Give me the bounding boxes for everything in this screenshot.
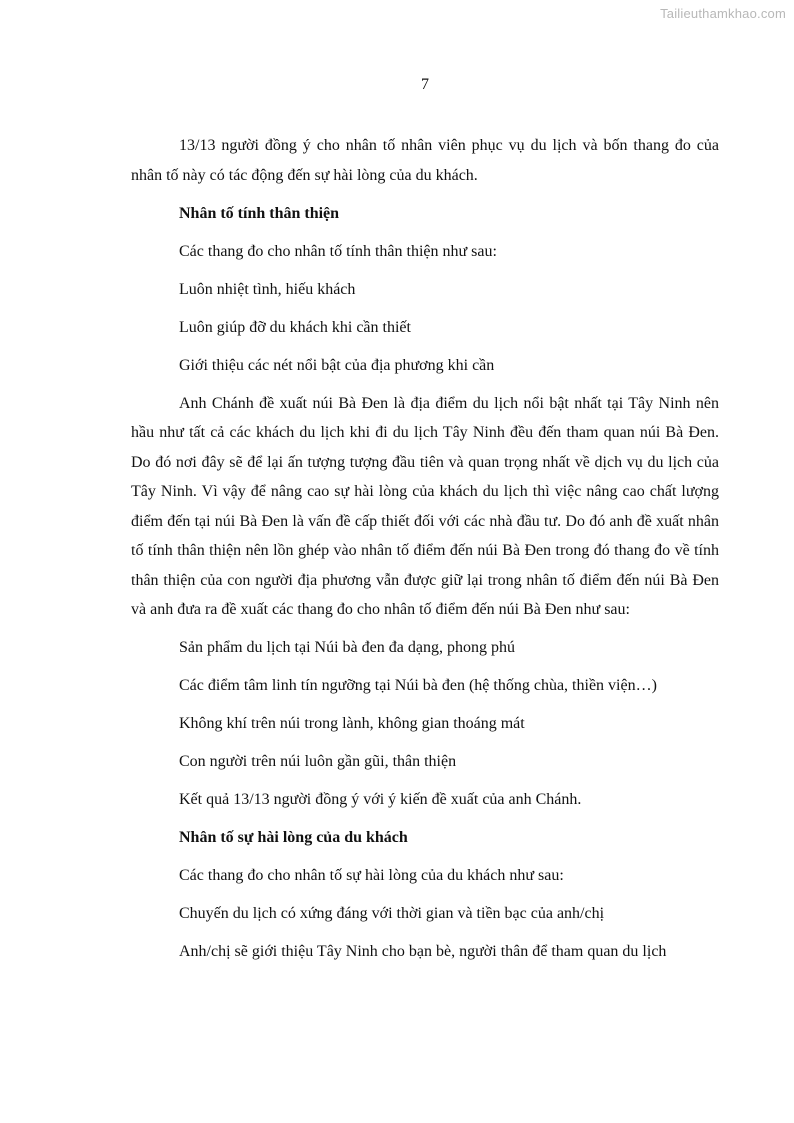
list-item: Các điểm tâm linh tín ngưỡng tại Núi bà đen (hệ thống chùa, thiền viện…) (179, 677, 657, 694)
list-item: Các thang đo cho nhân tố tính thân thiện như sau: (179, 242, 497, 260)
list-item: Chuyến du lịch có xứng đáng với thời gian và tiền bạc của anh/chị (179, 905, 605, 922)
heading-friendliness-factor: Nhân tố tính thân thiện (179, 204, 340, 222)
list-item: Không khí trên núi trong lành, không gian thoáng mát (179, 715, 525, 732)
list-item: Kết quả 13/13 người đồng ý với ý kiến đề xuất của anh Chánh. (179, 791, 582, 808)
list-item: Sản phẩm du lịch tại Núi bà đen đa dạng, phong phú (179, 639, 515, 656)
watermark-text: Tailieuthamkhao.com (660, 6, 786, 21)
list-item: Luôn giúp đỡ du khách khi cần thiết (179, 318, 411, 336)
paragraph-ba-den-proposal: Anh Chánh đề xuất núi Bà Đen là địa điểm du lịch nổi bật nhất tại Tây Ninh nên hầu như tất cả các khách du lịch khi đi du lịch Tây Ninh đều đến tham quan núi Bà Đen. Do đó nơi đây sẽ để lại ấn tượng tượng đầu tiên và quan trọng nhất về dịch vụ du lịch của Tây Ninh. Vì vậy để nâng cao sự hài lòng của khách du lịch thì việc nâng cao chất lượng điểm đến tại núi Bà Đen là vấn đề cấp thiết đối với các nhà đầu tư. Do đó anh đề xuất nhân tố tính thân thiện nên lồn ghép vào nhân tố điểm đến núi Bà Đen trong đó thang đo về tính thân thiện của con người địa phương vẫn được giữ lại trong nhân tố điểm đến núi Bà Đen và anh đưa ra đề xuất các thang đo cho nhân tố điểm đến núi Bà Đen như sau: (131, 394, 719, 618)
document-body (131, 131, 719, 967)
heading-satisfaction-factor: Nhân tố sự hài lòng của du khách (179, 829, 408, 846)
list-item: Luôn nhiệt tình, hiếu khách (179, 280, 356, 298)
paragraph-agreement-result: 13/13 người đồng ý cho nhân tố nhân viên phục vụ du lịch và bốn thang đo của nhân tố này có tác động đến sự hài lòng của du khách. (131, 137, 719, 184)
list-item: Con người trên núi luôn gần gũi, thân thiện (179, 753, 457, 770)
page-number: 7 (421, 76, 429, 93)
list-item: Anh/chị sẽ giới thiệu Tây Ninh cho bạn bè, người thân để tham quan du lịch (179, 943, 667, 960)
list-item: Giới thiệu các nét nổi bật của địa phương khi cần (179, 356, 495, 374)
list-item: Các thang đo cho nhân tố sự hài lòng của du khách như sau: (179, 867, 564, 884)
